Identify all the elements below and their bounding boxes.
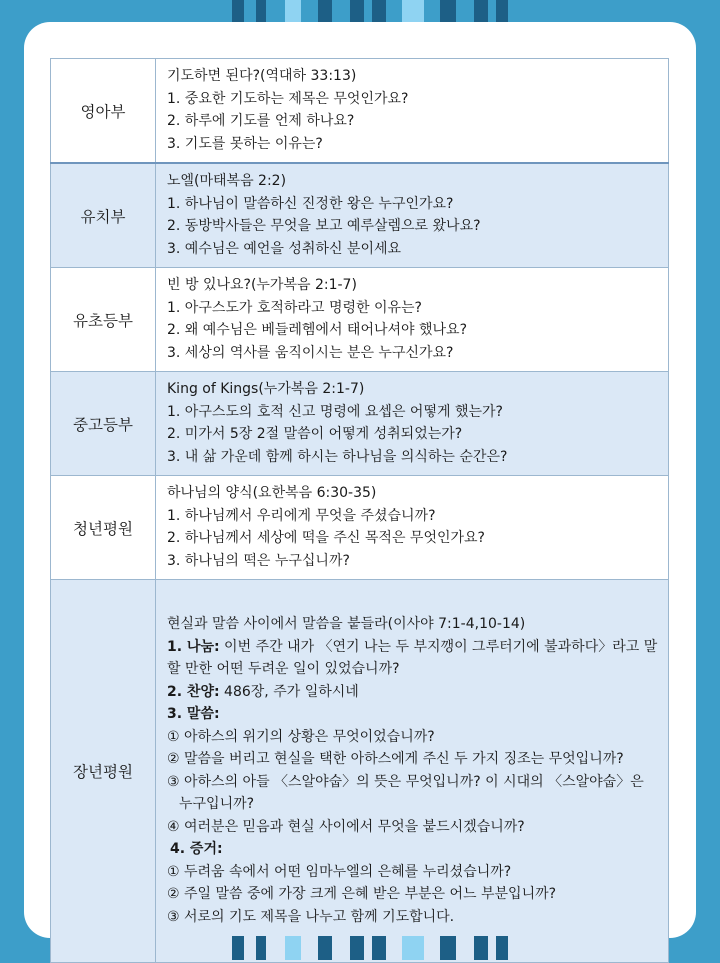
question: 2. 왜 예수님은 베들레헴에서 태어나셔야 했나요?	[167, 322, 467, 338]
content-cell	[156, 59, 669, 164]
content-cell	[156, 476, 669, 580]
question: 3. 세상의 역사를 움직이시는 분은 누구신가요?	[167, 344, 454, 361]
table-row	[51, 580, 669, 963]
top-stripes	[0, 0, 720, 24]
bottom-stripes	[0, 936, 720, 960]
lesson-title: 현실과 말씀 사이에서 말씀을 붙들라(이사야 7:1-4,10-14)	[167, 616, 526, 632]
question: 누구입니까?	[179, 796, 255, 812]
stripe	[285, 0, 301, 24]
content-cell	[156, 372, 669, 476]
stripe	[402, 0, 424, 24]
dept-cell: 영아부	[51, 59, 156, 164]
stripe	[318, 936, 332, 960]
stripe	[372, 0, 386, 24]
stripe	[350, 936, 364, 960]
table-row	[51, 59, 669, 164]
stripe	[440, 936, 456, 960]
stripe	[474, 0, 488, 24]
question: 2. 하루에 기도를 언제 하나요?	[167, 113, 355, 129]
praise-section	[167, 681, 658, 704]
question: 2. 동방박사들은 무엇을 보고 예루살렘으로 왔나요?	[167, 218, 481, 234]
content-cell	[156, 163, 669, 268]
question: 2. 하나님께서 세상에 떡을 주신 목적은 무엇인가요?	[167, 530, 485, 546]
dept-cell: 유초등부	[51, 268, 156, 372]
section-label: 4. 증거:	[170, 841, 223, 857]
question: 3. 예수님은 예언을 성취하신 분이세요	[167, 240, 402, 257]
stripe	[496, 936, 508, 960]
lesson-title: 기도하면 된다?(역대하 33:13)	[167, 68, 357, 84]
stripe	[372, 936, 386, 960]
section-label: 3. 말씀:	[167, 706, 220, 722]
content-cell	[156, 268, 669, 372]
question: ② 말씀을 버리고 현실을 택한 아하스에게 주신 두 가지 징조는 무엇입니까?	[167, 751, 624, 767]
lesson-title: 하나님의 양식(요한복음 6:30-35)	[167, 485, 377, 501]
question: 1. 하나님이 말씀하신 진정한 왕은 누구인가요?	[167, 195, 454, 212]
dept-cell: 장년평원	[51, 580, 156, 963]
stripe	[232, 936, 244, 960]
question: 3. 기도를 못하는 이유는?	[167, 135, 323, 152]
question: ③ 서로의 기도 제목을 나누고 함께 기도합니다.	[167, 908, 455, 925]
lesson-title: King of Kings(누가복음 2:1-7)	[167, 381, 365, 397]
question: 3. 내 삶 가운데 함께 하시는 하나님을 의식하는 순간은?	[167, 448, 508, 465]
section-label: 2. 찬양:	[167, 683, 220, 700]
stripe	[474, 936, 488, 960]
question: 1. 아구스도가 호적하라고 명령한 이유는?	[167, 299, 422, 316]
question: 2. 미가서 5장 2절 말씀이 어떻게 성취되었는가?	[167, 426, 463, 442]
question: 1. 중요한 기도하는 제목은 무엇인가요?	[167, 90, 409, 107]
stripe	[232, 0, 244, 24]
stripe	[440, 0, 456, 24]
question: ④ 여러분은 믿음과 현실 사이에서 무엇을 붙드시겠습니까?	[167, 818, 525, 835]
stripe	[318, 0, 332, 24]
question: ② 주일 말씀 중에 가장 크게 은혜 받은 부분은 어느 부분입니까?	[167, 886, 557, 902]
stripe	[256, 0, 266, 24]
question: ① 아하스의 위기의 상황은 무엇이었습니까?	[167, 728, 435, 745]
lesson-title: 빈 방 있나요?(누가복음 2:1-7)	[167, 277, 357, 293]
stripe	[402, 936, 424, 960]
section-label: 1. 나눔:	[167, 638, 220, 655]
lesson-title: 노엘(마태복음 2:2)	[167, 173, 287, 189]
question: ① 두려움 속에서 어떤 임마누엘의 은혜를 누리셨습니까?	[167, 863, 512, 880]
table-row	[51, 372, 669, 476]
table-row	[51, 476, 669, 580]
stripe	[496, 0, 508, 24]
table-row	[51, 163, 669, 268]
table-row	[51, 268, 669, 372]
sharing-section	[167, 636, 658, 681]
dept-cell: 유치부	[51, 163, 156, 268]
question: ③ 아하스의 아들 〈스알야숩〉의 뜻은 무엇입니까? 이 시대의 〈스알야숩〉은	[167, 773, 644, 790]
stripe	[285, 936, 301, 960]
question: 3. 하나님의 떡은 누구십니까?	[167, 552, 350, 569]
section-text: 486장, 주가 일하시네	[219, 683, 359, 700]
stripe	[350, 0, 364, 24]
stripe	[256, 936, 266, 960]
schedule-table	[50, 58, 669, 963]
question: 1. 하나님께서 우리에게 무엇을 주셨습니까?	[167, 507, 436, 524]
section-text: 이번 주간 내가 〈연기 나는 두 부지깽이 그루터기에 불과하다〉라고 말할 만한 어떤 두려운 일이 있었습니까?	[167, 638, 658, 677]
dept-cell: 청년평원	[51, 476, 156, 580]
dept-cell: 중고등부	[51, 372, 156, 476]
question: 1. 아구스도의 호적 신고 명령에 요셉은 어떻게 했는가?	[167, 403, 503, 420]
content-cell	[156, 580, 669, 963]
